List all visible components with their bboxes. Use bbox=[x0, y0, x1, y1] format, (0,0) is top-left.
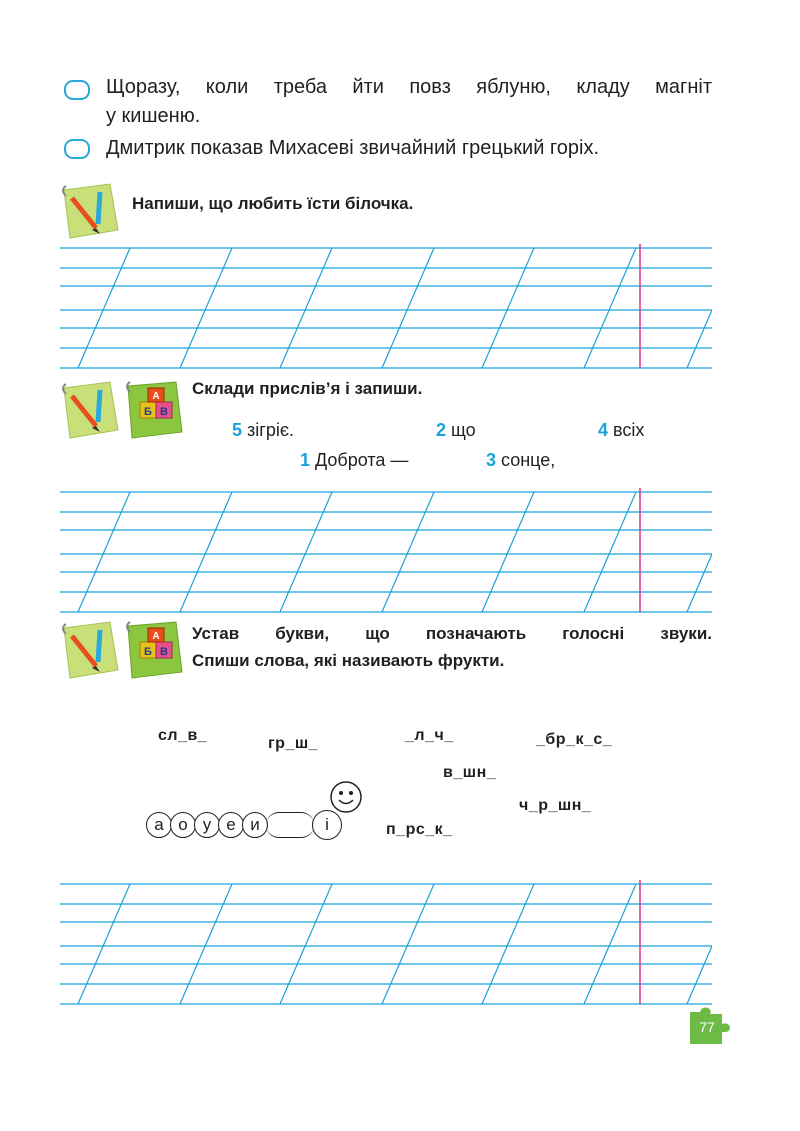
word-fragment: п_рс_к_ bbox=[386, 821, 453, 838]
block-letter-b: Б bbox=[144, 646, 152, 658]
vowel-circle: и bbox=[242, 812, 268, 838]
writing-lines-2[interactable] bbox=[60, 488, 712, 616]
vowel-circle: е bbox=[218, 812, 244, 838]
word-fragment: ч_р_шн_ bbox=[519, 797, 592, 814]
vowel-circle: о bbox=[170, 812, 196, 838]
pencil-note-icon bbox=[58, 378, 124, 445]
word-fragment: гр_ш_ bbox=[268, 735, 319, 752]
task3-title-line-1: Устав букви, що позначають голосні звуки. bbox=[192, 624, 712, 643]
proverb-word: 3 сонце, bbox=[486, 450, 556, 470]
statement-1-line-1: Щоразу, коли треба йти повз яблуню, кладу магніт bbox=[106, 76, 712, 98]
task1-title: Напиши, що любить їсти білочка. bbox=[132, 194, 414, 213]
statement-1-line-2: у кишеню. bbox=[106, 105, 201, 127]
writing-lines-1[interactable] bbox=[60, 244, 712, 372]
block-letter-v: В bbox=[160, 646, 168, 658]
smiley-face-icon bbox=[329, 780, 363, 819]
block-letter-b: Б bbox=[144, 406, 152, 418]
caterpillar-body bbox=[266, 812, 314, 838]
pencil-note-icon bbox=[58, 180, 124, 245]
proverb-word: 5 зігріє. bbox=[232, 420, 295, 440]
checkbox-statement-2[interactable] bbox=[64, 139, 90, 159]
abc-blocks-icon bbox=[122, 378, 188, 445]
proverb-word: 1 Доброта — bbox=[300, 450, 409, 470]
statement-2: Дмитрик показав Михасеві звичайний грецький горіх. bbox=[106, 137, 600, 159]
proverb-word: 4 всіх bbox=[598, 420, 645, 440]
block-letter-a: А bbox=[152, 631, 160, 642]
writing-lines-3[interactable] bbox=[60, 880, 712, 1008]
block-letter-v: В bbox=[160, 406, 168, 418]
checkbox-statement-1[interactable] bbox=[64, 80, 90, 100]
vowel-circle: у bbox=[194, 812, 220, 838]
block-letter-a: А bbox=[152, 391, 160, 402]
word-fragment: сл_в_ bbox=[158, 727, 208, 744]
pencil-note-icon bbox=[58, 618, 124, 685]
task2-title: Склади прислів’я і запиши. bbox=[192, 379, 423, 398]
proverb-word: 2 що bbox=[436, 420, 476, 440]
word-fragment: в_шн_ bbox=[443, 764, 497, 781]
task3-title-line-2: Спиши слова, які називають фрукти. bbox=[192, 651, 505, 670]
page-number: 77 bbox=[699, 1019, 715, 1035]
abc-blocks-icon bbox=[122, 618, 188, 685]
vowel-circle: і bbox=[312, 810, 342, 840]
word-fragment: _бр_к_с_ bbox=[536, 731, 613, 748]
word-fragment: _л_ч_ bbox=[405, 727, 454, 744]
vowel-circle: а bbox=[146, 812, 172, 838]
